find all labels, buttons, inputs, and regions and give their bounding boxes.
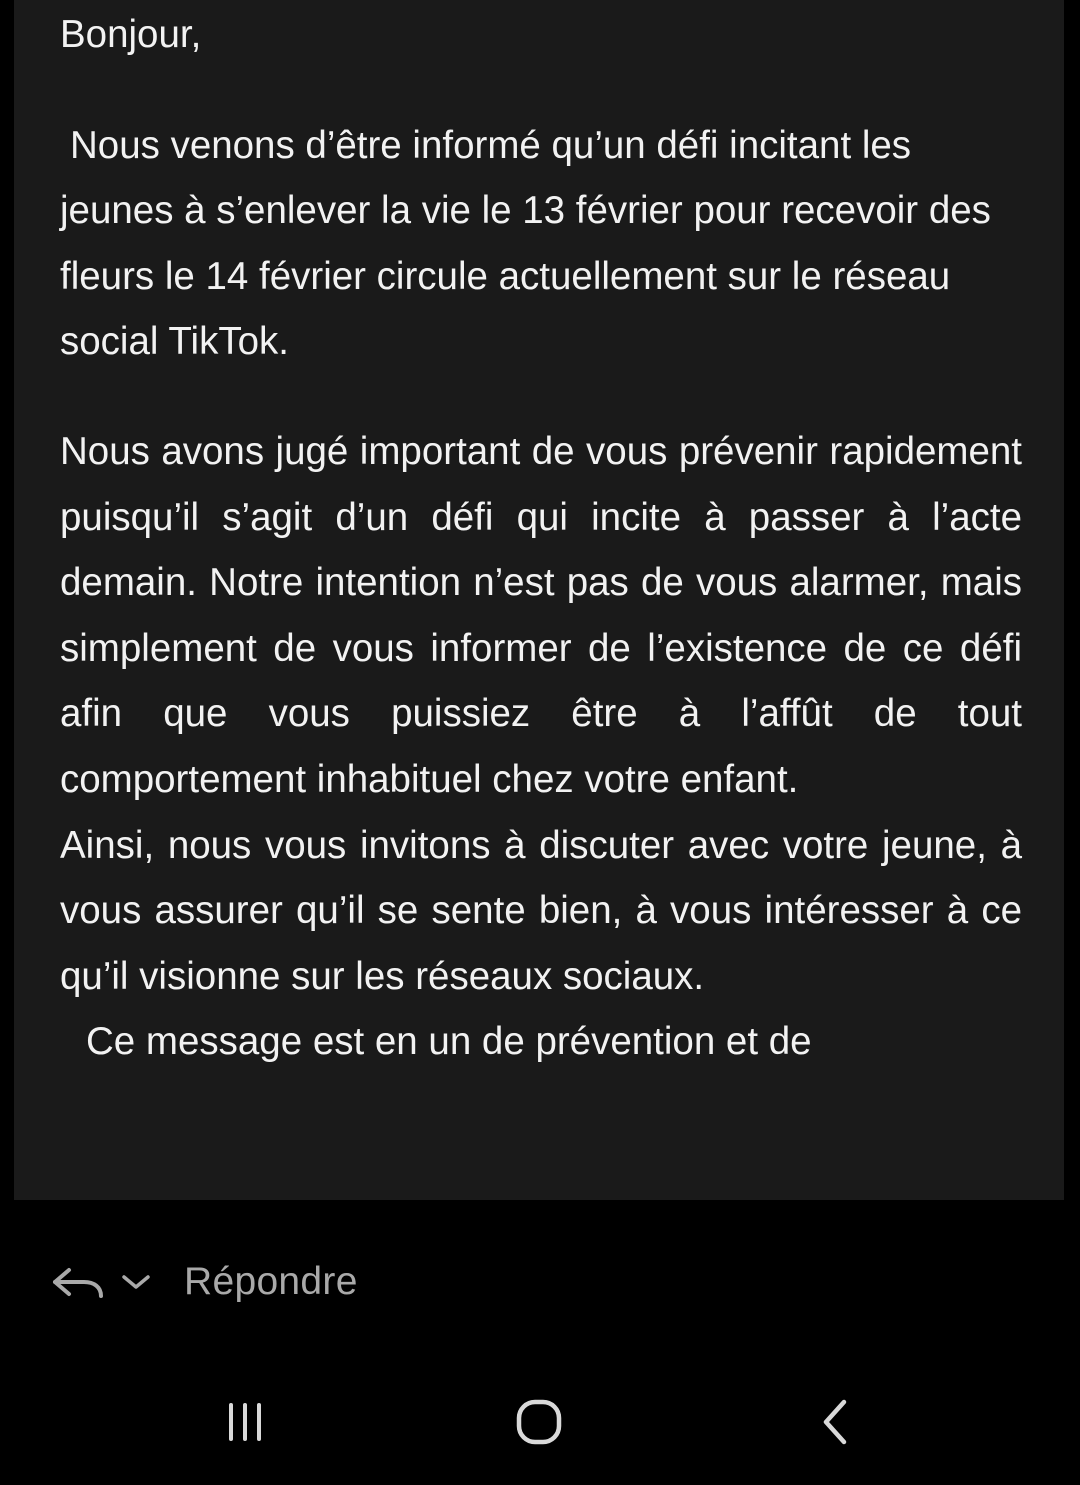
message-body [60, 0, 1022, 1075]
back-icon [817, 1397, 853, 1447]
back-button[interactable] [790, 1390, 880, 1454]
reply-button[interactable] [50, 1254, 358, 1310]
reply-bar [0, 1200, 1080, 1370]
home-button[interactable] [494, 1390, 584, 1454]
greeting: Bonjour, [60, 13, 202, 56]
message-area[interactable] [14, 0, 1064, 1200]
paragraph-3: Ainsi, nous vous invitons à discuter avec votre jeune, à vous assurer qu’il se sente bien, à vous intéresser à ce qu’il visionne sur les réseaux sociaux. [60, 823, 1022, 998]
chevron-down-icon[interactable] [120, 1272, 152, 1292]
system-navigation-bar [0, 1370, 1080, 1485]
reply-arrow-icon [50, 1262, 106, 1302]
recent-apps-button[interactable] [200, 1390, 290, 1454]
paragraph-4: Ce message est en un de prévention et de [86, 1020, 812, 1064]
recent-apps-icon [223, 1400, 267, 1444]
paragraph-2: Nous avons jugé important de vous prévenir rapidement puisqu’il s’agit d’un défi qui incite à passer à l’acte demain. Notre intention n’est pas de vous alarmer, mais simplement de vous informer de l’existence de ce défi afin que vous puissiez être à l’affût de tout comportement inhabituel chez votre enfant. [60, 429, 1022, 801]
reply-label: Répondre [184, 1260, 358, 1303]
paragraph-1: Nous venons d’être informé qu’un défi incitant les jeunes à s’enlever la vie le 13 février pour recevoir des fleurs le 14 février circule actuellement sur le réseau social TikTok. [60, 123, 991, 364]
home-icon [514, 1397, 564, 1447]
